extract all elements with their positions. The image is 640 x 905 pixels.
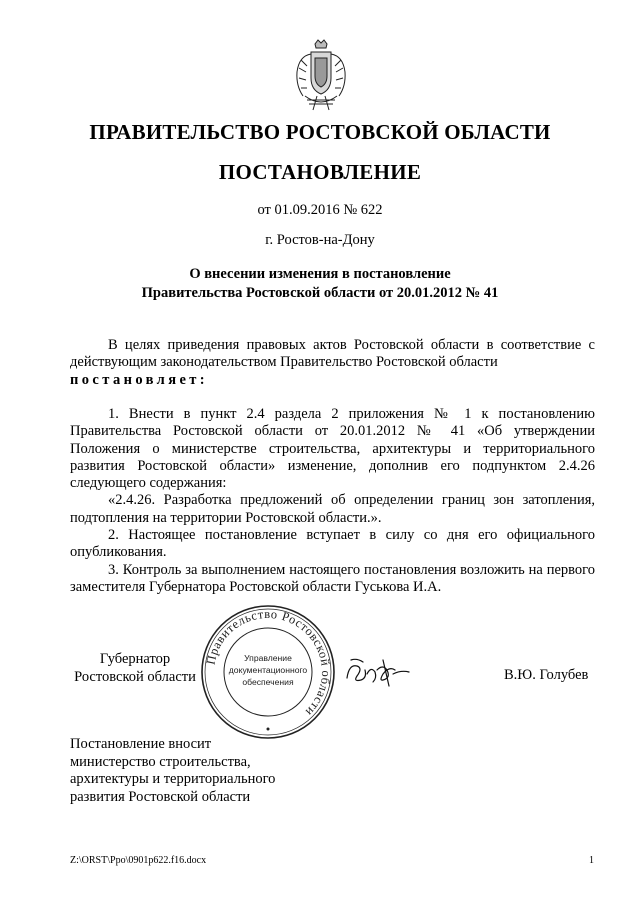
preamble <box>70 337 595 389</box>
government-title: ПРАВИТЕЛЬСТВО РОСТОВСКОЙ ОБЛАСТИ <box>89 120 551 144</box>
submitter-note-line-4: развития Ростовской области <box>70 788 251 805</box>
subject-line-2: Правительства Ростовской области от 20.01.2012 № 41 <box>141 285 499 301</box>
signature-icon <box>343 656 413 692</box>
stamp-inner-line-1: Управление <box>244 653 292 663</box>
submitter-note <box>70 736 275 806</box>
signatory-position-line-1: Губернатор <box>99 651 171 667</box>
stamp-inner-line-3: обеспечения <box>242 677 294 687</box>
decree-item-1-quote: «2.4.26. Разработка предложений об определении границ зон затопления, подтопления на территории Ростовской области.». <box>70 492 595 526</box>
preamble-text: В целях приведения правовых актов Ростовской области в соответствие с действующим законодательством Правительство Ростовской области <box>70 337 595 371</box>
file-path: Z:\ORST\Ppo\0901p622.f16.docx <box>70 855 207 866</box>
page-number: 1 <box>589 855 594 866</box>
decree-item-2: 2. Настоящее постановление вступает в силу со дня его официального опубликования. <box>70 527 595 561</box>
signatory-name: В.Ю. Голубев <box>504 667 589 683</box>
decree-item-1: 1. Внести в пункт 2.4 раздела 2 приложения № 1 к постановлению Правительства Ростовской области от 20.01.2012 № 41 «Об утверждении Положения о министерстве строительства, архитектуры и территориального развития Ростовской области» изменение, дополнив его подпунктом 2.4.26 следующего содержания: <box>70 406 595 492</box>
submitter-note-line-3: архитектуры и территориального <box>70 771 276 787</box>
official-stamp <box>199 603 337 741</box>
document-city: г. Ростов-на-Дону <box>265 232 375 248</box>
signatory-position-line-2: Ростовской области <box>74 669 196 685</box>
stamp-inner-line-2: документационного <box>228 665 308 675</box>
decree-item-3: 3. Контроль за выполнением настоящего постановления возложить на первого заместителя Губернатора Ростовской области Гуськова И.А. <box>70 561 595 595</box>
preamble-decree: постановляет: <box>70 371 209 388</box>
document-type: ПОСТАНОВЛЕНИЕ <box>218 160 422 184</box>
stamp-outer-text: Правительство Ростовской области <box>203 606 334 720</box>
coat-of-arms-icon <box>293 38 349 112</box>
decree-items <box>70 406 595 596</box>
signatory-position <box>70 650 200 686</box>
submitter-note-line-2: министерство строительства, <box>70 753 251 770</box>
document-date-number: от 01.09.2016 № 622 <box>257 202 383 218</box>
document-subject <box>0 265 640 303</box>
subject-line-1: О внесении изменения в постановление <box>189 266 451 282</box>
submitter-note-line-1: Постановление вносит <box>70 736 212 752</box>
